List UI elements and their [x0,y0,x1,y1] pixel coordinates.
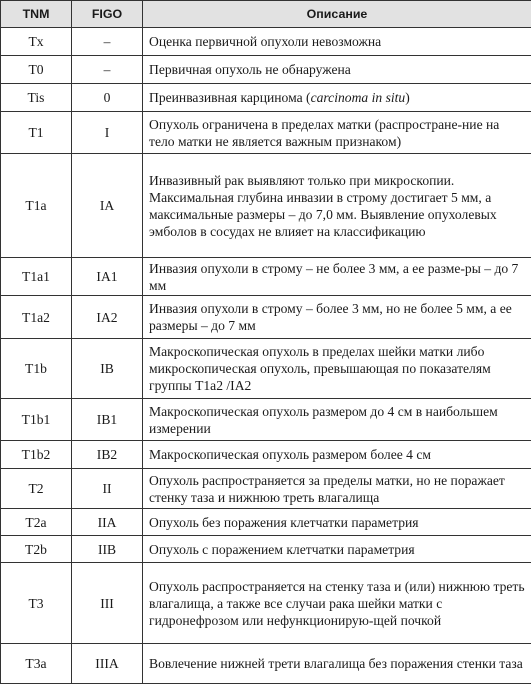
table-row [1,441,531,469]
cell-description: Инвазия опухоли в строму – более 3 мм, но не более 5 мм, а ее размеры – до 7 мм [143,296,531,339]
cell-tnm: T3 [1,563,72,644]
cell-tnm: T2b [1,536,72,563]
cell-tnm: T1b2 [1,441,72,469]
cell-description: Опухоль с поражением клетчатки параметрия [143,536,531,563]
header-tnm: TNM [1,1,72,28]
cell-tnm: Tx [1,28,72,56]
cell-description: Оценка первичной опухоли невозможна [143,28,531,56]
cell-figo: – [72,56,143,84]
cell-description: Первичная опухоль не обнаружена [143,56,531,84]
cell-figo: IB [72,339,143,399]
table-row [1,56,531,84]
cell-tnm: T1a [1,154,72,258]
table-row [1,154,531,258]
cell-figo: IA1 [72,258,143,296]
cell-description: Опухоль распространяется на стенку таза и (или) нижнюю треть влагалища, а также все случаи рака шейки матки с гидронефрозом или нефункционирую-щей почкой [143,563,531,644]
header-figo: FIGO [72,1,143,28]
table-row [1,112,531,154]
cell-figo: IA2 [72,296,143,339]
cell-figo: III [72,563,143,644]
cell-tnm: T2 [1,469,72,509]
table-row [1,339,531,399]
cell-description: Инвазивный рак выявляют только при микроскопии. Максимальная глубина инвазии в строму достигает 5 мм, а максимальные размеры – до 7,0 мм. Выявление опухолевых эмболов в сосудах не влияет на классификацию [143,154,531,258]
cell-tnm: T1a2 [1,296,72,339]
table-row [1,84,531,112]
cell-tnm: T2a [1,509,72,536]
cell-figo: I [72,112,143,154]
cell-figo: IIIA [72,644,143,684]
cell-figo: IA [72,154,143,258]
table-row [1,399,531,441]
header-description: Описание [143,1,531,28]
cell-tnm: T1b1 [1,399,72,441]
cell-figo: IIA [72,509,143,536]
cell-description: Опухоль без поражения клетчатки параметрия [143,509,531,536]
cell-description: Макроскопическая опухоль в пределах шейки матки либо микроскопическая опухоль, превышающая по показателям группы T1a2 /IA2 [143,339,531,399]
table-row [1,469,531,509]
cell-figo: – [72,28,143,56]
cell-tnm: T3a [1,644,72,684]
cell-figo: IIB [72,536,143,563]
cell-tnm: T1b [1,339,72,399]
table-row [1,28,531,56]
cell-tnm: T1 [1,112,72,154]
table-row [1,296,531,339]
cell-figo: 0 [72,84,143,112]
table-row [1,644,531,684]
table-row [1,509,531,536]
cell-description: Макроскопическая опухоль размером до 4 см в наибольшем измерении [143,399,531,441]
table-row [1,536,531,563]
table-row [1,258,531,296]
cell-tnm: T0 [1,56,72,84]
description-italic: carcinoma in situ [310,90,406,105]
cell-tnm: T1a1 [1,258,72,296]
cell-description [143,84,531,112]
header-row [1,1,531,28]
cell-description: Макроскопическая опухоль размером более 4 см [143,441,531,469]
description-text-after: ) [405,90,410,105]
cell-figo: IB2 [72,441,143,469]
cell-figo: IB1 [72,399,143,441]
description-text: Преинвазивная карцинома ( [149,90,311,105]
table-row [1,563,531,644]
cell-figo: II [72,469,143,509]
cell-description: Опухоль распространяется за пределы матки, но не поражает стенку таза и нижнюю треть влагалища [143,469,531,509]
cell-description: Инвазия опухоли в строму – не более 3 мм, а ее разме-ры – до 7 мм [143,258,531,296]
cell-description: Опухоль ограничена в пределах матки (распростране-ние на тело матки не является важным признаком) [143,112,531,154]
cell-description: Вовлечение нижней трети влагалища без поражения стенки таза [143,644,531,684]
cell-tnm: Tis [1,84,72,112]
